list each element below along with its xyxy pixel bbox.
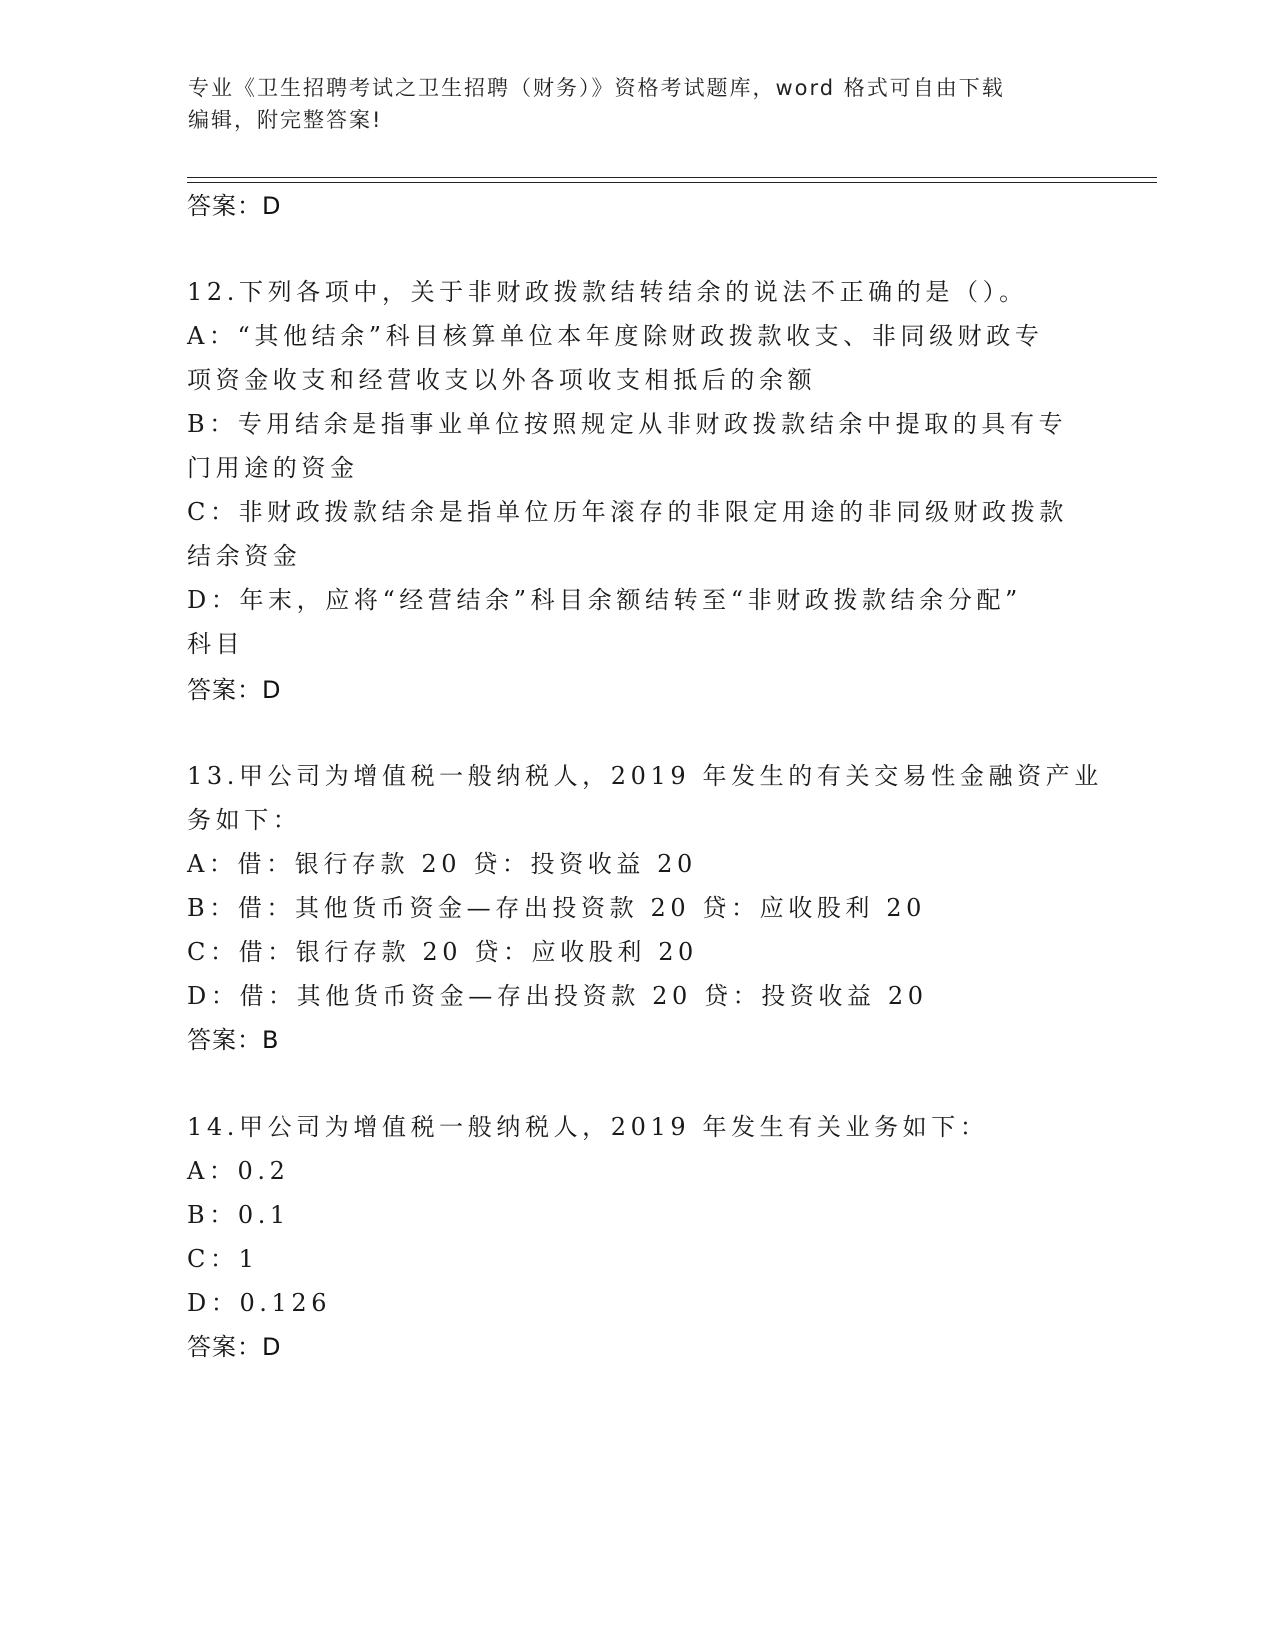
question-12-option-b-line-2: 门用途的资金 — [187, 454, 359, 482]
question-13-answer: 答案：B — [187, 1026, 280, 1054]
question-12-option-c-line-2: 结余资金 — [187, 542, 302, 570]
question-14-answer: 答案：D — [187, 1333, 282, 1361]
question-13-stem-line-1: 13.甲公司为增值税一般纳税人，2019 年发生的有关交易性金融资产业 — [187, 762, 1103, 790]
question-14-stem: 14.甲公司为增值税一般纳税人，2019 年发生有关业务如下： — [187, 1113, 989, 1141]
question-13-option-c: C：借：银行存款 20 贷：应收股利 20 — [187, 938, 698, 966]
question-12-answer: 答案：D — [187, 676, 282, 704]
question-12-option-b-line-1: B：专用结余是指事业单位按照规定从非财政拨款结余中提取的具有专 — [187, 410, 1068, 438]
question-14-option-c: C：1 — [187, 1245, 259, 1273]
question-12-stem: 12.下列各项中，关于非财政拨款结转结余的说法不正确的是（）。 — [187, 278, 1028, 306]
question-12-option-a-line-2: 项资金收支和经营收支以外各项收支相抵后的余额 — [187, 366, 817, 394]
header-divider-top — [187, 177, 1157, 178]
previous-question-answer: 答案：D — [187, 192, 282, 220]
document-header — [188, 72, 1088, 136]
question-13-option-b: B：借：其他货币资金—存出投资款 20 贷：应收股利 20 — [187, 894, 926, 922]
question-13-option-a: A：借：银行存款 20 贷：投资收益 20 — [187, 850, 697, 878]
question-12-option-c-line-1: C：非财政拨款结余是指单位历年滚存的非限定用途的非同级财政拨款 — [187, 498, 1068, 526]
header-line-1: 专业《卫生招聘考试之卫生招聘（财务）》资格考试题库，word 格式可自由下载 — [188, 76, 1005, 100]
question-13-option-d: D：借：其他货币资金—存出投资款 20 贷：投资收益 20 — [187, 982, 928, 1010]
question-14-option-b: B：0.1 — [187, 1201, 290, 1229]
question-13-stem-line-2: 务如下： — [187, 806, 302, 834]
header-line-2: 编辑，附完整答案! — [188, 108, 383, 132]
question-14-option-a: A：0.2 — [187, 1157, 290, 1185]
question-12-option-d-line-2: 科目 — [187, 630, 245, 658]
question-14-option-d: D：0.126 — [187, 1289, 332, 1317]
header-divider-bottom — [187, 182, 1157, 183]
question-12-option-d-line-1: D：年末，应将“经营结余”科目余额结转至“非财政拨款结余分配” — [187, 586, 1022, 614]
question-12-option-a-line-1: A：“其他结余”科目核算单位本年度除财政拨款收支、非同级财政专 — [187, 322, 1044, 350]
